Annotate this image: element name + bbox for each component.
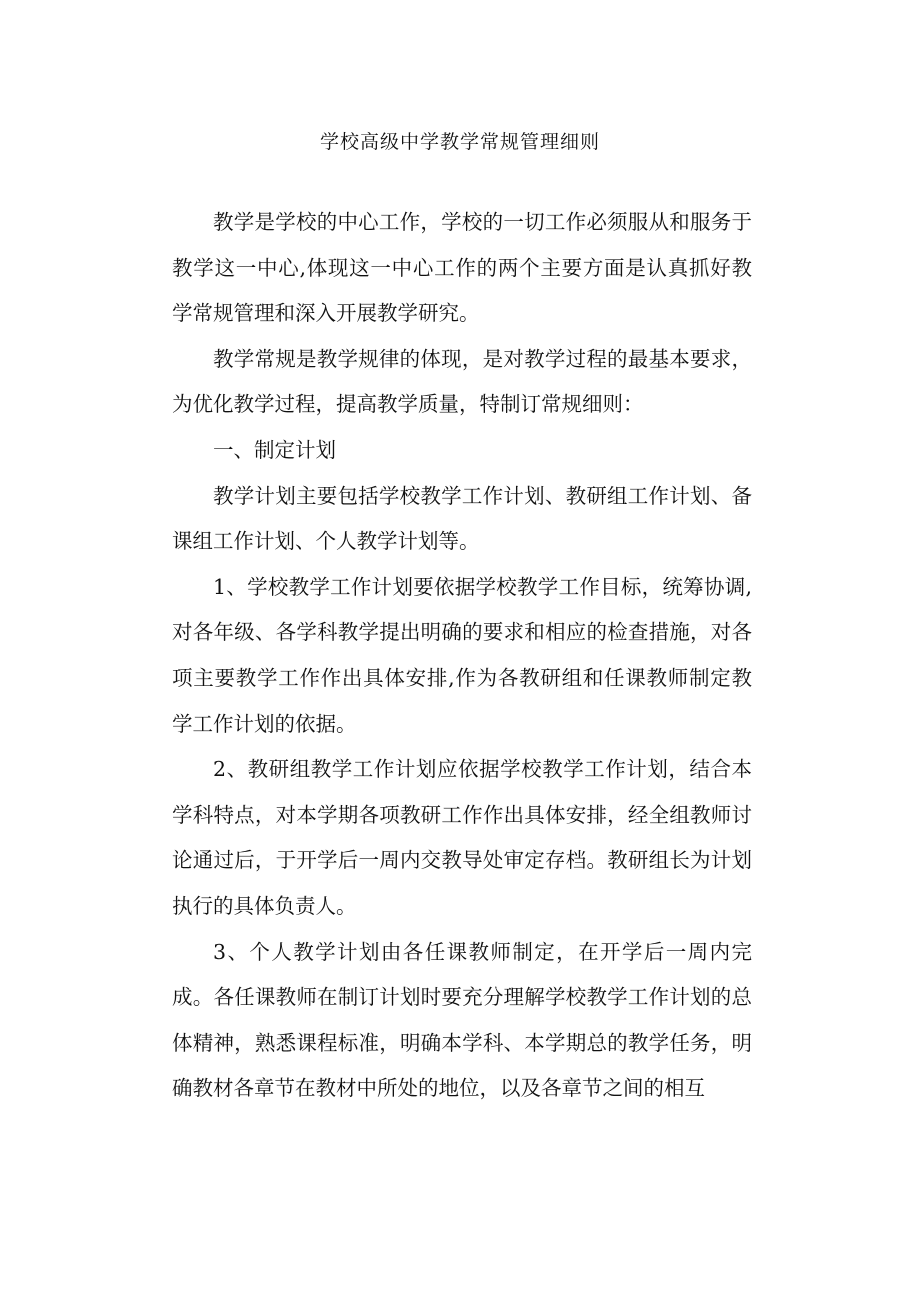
paragraph-plan-types: 教学计划主要包括学校教学工作计划、教研组工作计划、备课组工作计划、个人教学计划等。 xyxy=(172,483,752,554)
paragraph-intro: 教学是学校的中心工作，学校的一切工作必须服从和服务于教学这一中心,体现这一中心工作的两个主要方面是认真抓好教学常规管理和深入开展教学研究。 xyxy=(172,210,752,326)
paragraph-item-2: 2、教研组教学工作计划应依据学校教学工作计划，结合本学科特点，对本学期各项教研工作作出具体安排，经全组教师讨论通过后，于开学后一周内交教导处审定存档。教研组长为计划执行的具体负责人。 xyxy=(172,757,752,918)
paragraph-item-1: 1、学校教学工作计划要依据学校教学工作目标，统筹协调,对各年级、各学科教学提出明确的要求和相应的检查措施，对各项主要教学工作作出具体安排,作为各教研组和任课教师制定教学工作计划的依据。 xyxy=(172,574,752,736)
paragraph-item-3: 3、个人教学计划由各任课教师制定，在开学后一周内完成。各任课教师在制订计划时要充分理解学校教学工作计划的总体精神，熟悉课程标准，明确本学科、本学期总的教学任务，明确教材各章节在教材中所处的地位，以及各章节之间的相互 xyxy=(172,939,752,1101)
document-title: 学校高级中学教学常规管理细则 xyxy=(319,131,600,153)
section-heading-plan: 一、制定计划 xyxy=(213,437,336,462)
document-body xyxy=(172,200,752,1112)
paragraph-routine: 教学常规是教学规律的体现，是对教学过程的最基本要求，为优化教学过程，提高教学质量，特制订常规细则： xyxy=(172,346,752,417)
